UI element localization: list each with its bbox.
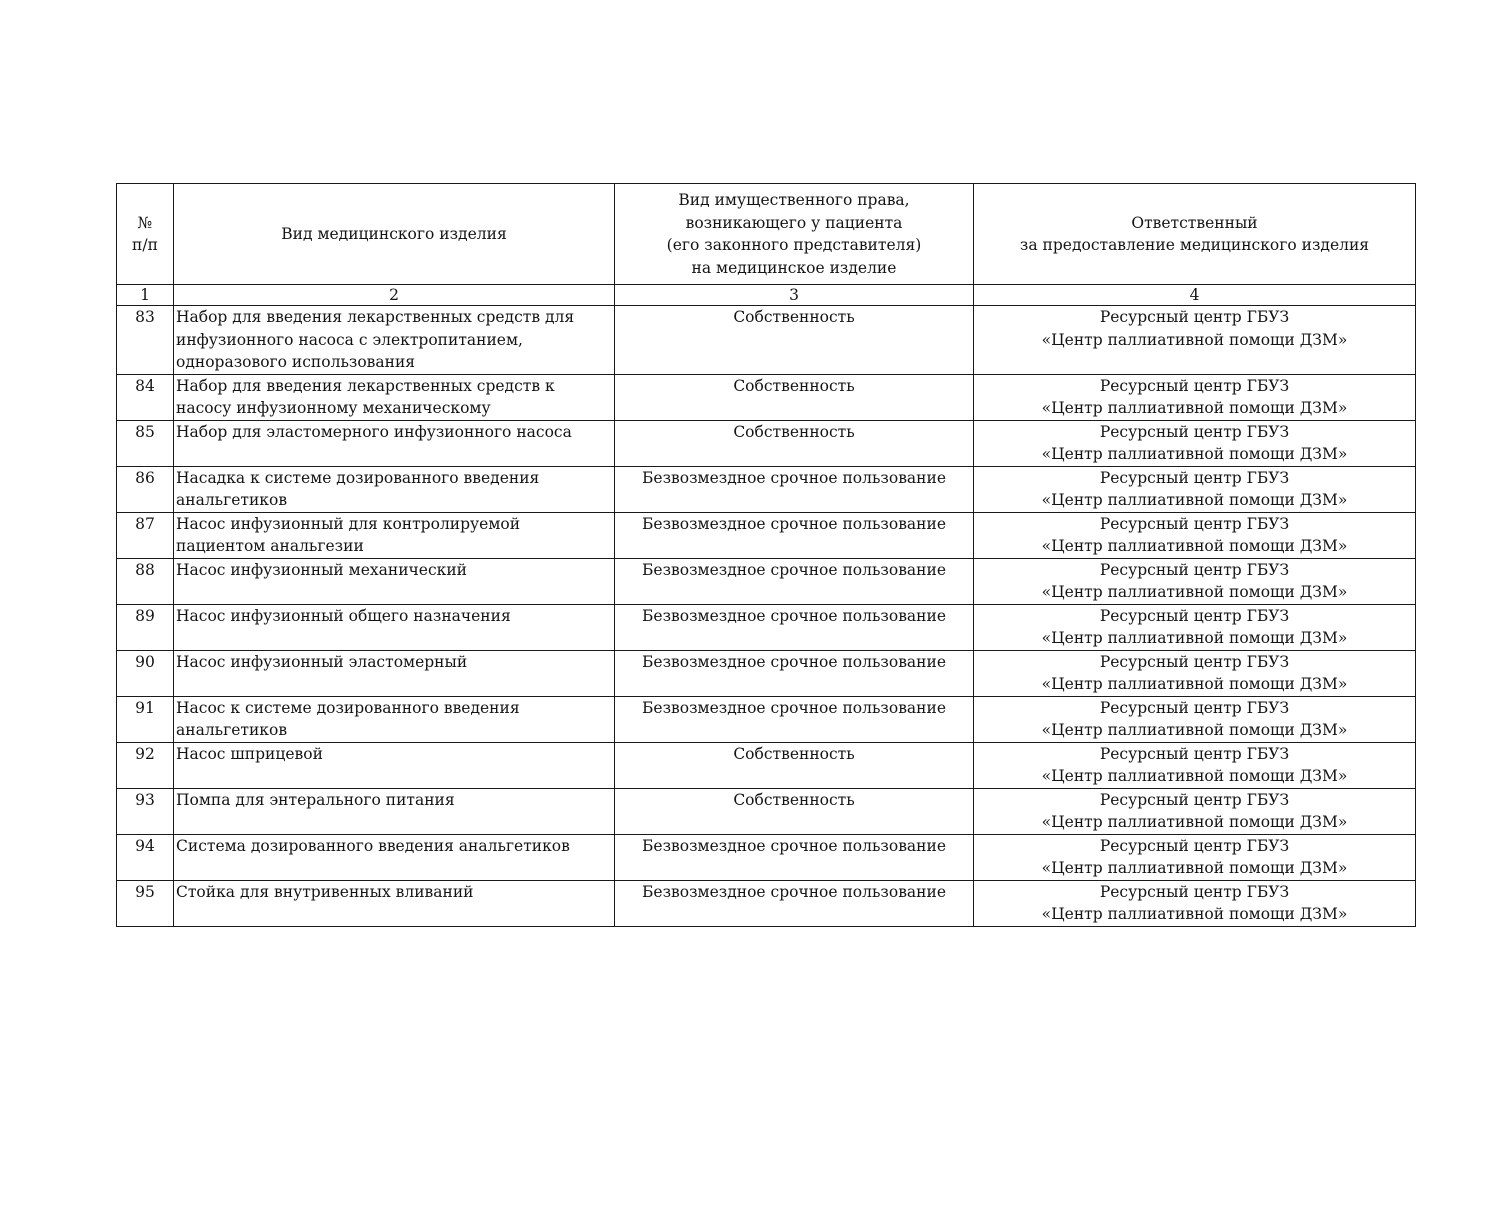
responsible-line: «Центр паллиативной помощи ДЗМ» [1041, 905, 1348, 923]
responsible-line: «Центр паллиативной помощи ДЗМ» [1041, 721, 1348, 739]
responsible-line: Ресурсный центр ГБУЗ [1099, 560, 1290, 579]
row-number: 95 [117, 880, 174, 926]
row-number: 87 [117, 512, 174, 558]
responsible-line: «Центр паллиативной помощи ДЗМ» [1041, 537, 1348, 555]
device-name: Насос шприцевой [174, 742, 615, 788]
responsible-line: «Центр паллиативной помощи ДЗМ» [1041, 399, 1348, 417]
responsible-party [974, 834, 1416, 880]
row-number: 83 [117, 306, 174, 375]
column-number: 1 [117, 285, 174, 306]
responsible-line: «Центр паллиативной помощи ДЗМ» [1041, 859, 1348, 877]
table-row [117, 466, 1416, 512]
responsible-party [974, 880, 1416, 926]
responsible-line: Ресурсный центр ГБУЗ [1099, 514, 1290, 533]
property-right: Безвозмездное срочное пользование [615, 512, 974, 558]
header-device-type: Вид медицинского изделия [174, 184, 615, 285]
table-row [117, 512, 1416, 558]
property-right: Собственность [615, 788, 974, 834]
responsible-line: Ресурсный центр ГБУЗ [1099, 790, 1290, 809]
row-number: 92 [117, 742, 174, 788]
device-name: Насос инфузионный общего назначения [174, 604, 615, 650]
property-right: Безвозмездное срочное пользование [615, 466, 974, 512]
table-row [117, 558, 1416, 604]
row-number: 94 [117, 834, 174, 880]
row-number: 93 [117, 788, 174, 834]
table-row [117, 742, 1416, 788]
device-name: Система дозированного введения анальгетиков [174, 834, 615, 880]
device-name: Насос инфузионный механический [174, 558, 615, 604]
header-number: № п/п [117, 184, 174, 285]
table-row [117, 788, 1416, 834]
table-row [117, 834, 1416, 880]
column-number: 3 [615, 285, 974, 306]
property-right: Собственность [615, 306, 974, 375]
row-number: 88 [117, 558, 174, 604]
table-row [117, 696, 1416, 742]
responsible-line: Ресурсный центр ГБУЗ [1099, 422, 1290, 441]
row-number: 86 [117, 466, 174, 512]
device-name: Стойка для внутривенных вливаний [174, 880, 615, 926]
row-number: 90 [117, 650, 174, 696]
property-right: Безвозмездное срочное пользование [615, 558, 974, 604]
responsible-line: «Центр паллиативной помощи ДЗМ» [1041, 675, 1348, 693]
responsible-line: Ресурсный центр ГБУЗ [1099, 468, 1290, 487]
responsible-party [974, 374, 1416, 420]
property-right: Безвозмездное срочное пользование [615, 834, 974, 880]
property-right: Безвозмездное срочное пользование [615, 880, 974, 926]
device-name: Набор для эластомерного инфузионного насоса [174, 420, 615, 466]
property-right: Собственность [615, 420, 974, 466]
device-name: Помпа для энтерального питания [174, 788, 615, 834]
responsible-party [974, 696, 1416, 742]
responsible-party [974, 558, 1416, 604]
responsible-party [974, 512, 1416, 558]
row-number: 89 [117, 604, 174, 650]
responsible-line: «Центр паллиативной помощи ДЗМ» [1041, 629, 1348, 647]
row-number: 84 [117, 374, 174, 420]
responsible-party [974, 604, 1416, 650]
responsible-party [974, 650, 1416, 696]
responsible-line: «Центр паллиативной помощи ДЗМ» [1041, 767, 1348, 785]
responsible-party [974, 788, 1416, 834]
responsible-line: Ресурсный центр ГБУЗ [1099, 652, 1290, 671]
responsible-line: «Центр паллиативной помощи ДЗМ» [1041, 491, 1348, 509]
device-name: Набор для введения лекарственных средств к насосу инфузионному механическому [174, 374, 615, 420]
property-right: Собственность [615, 374, 974, 420]
responsible-line: Ресурсный центр ГБУЗ [1099, 836, 1290, 855]
column-number: 4 [974, 285, 1416, 306]
responsible-line: Ресурсный центр ГБУЗ [1099, 744, 1290, 763]
device-name: Набор для введения лекарственных средств для инфузионного насоса с электропитанием, одноразового использования [174, 306, 615, 375]
device-name: Насос инфузионный для контролируемой пациентом анальгезии [174, 512, 615, 558]
row-number: 85 [117, 420, 174, 466]
responsible-line: «Центр паллиативной помощи ДЗМ» [1041, 813, 1348, 831]
header-property-right: Вид имущественного права, возникающего у пациента (его законного представителя) на медицинское изделие [615, 184, 974, 285]
table-row [117, 374, 1416, 420]
responsible-party [974, 466, 1416, 512]
medical-devices-table [116, 183, 1416, 927]
responsible-line: Ресурсный центр ГБУЗ [1099, 882, 1290, 901]
responsible-line: Ресурсный центр ГБУЗ [1099, 606, 1290, 625]
table-row [117, 420, 1416, 466]
table-row [117, 650, 1416, 696]
responsible-line: Ресурсный центр ГБУЗ [1099, 308, 1290, 326]
property-right: Безвозмездное срочное пользование [615, 696, 974, 742]
table-row [117, 604, 1416, 650]
property-right: Безвозмездное срочное пользование [615, 650, 974, 696]
responsible-party [974, 420, 1416, 466]
device-name: Насос инфузионный эластомерный [174, 650, 615, 696]
responsible-party [974, 742, 1416, 788]
responsible-line: Ресурсный центр ГБУЗ [1099, 698, 1290, 717]
table-header-row [117, 184, 1416, 285]
column-numbers-row [117, 285, 1416, 306]
responsible-line: Ресурсный центр ГБУЗ [1099, 376, 1290, 395]
property-right: Собственность [615, 742, 974, 788]
property-right: Безвозмездное срочное пользование [615, 604, 974, 650]
column-number: 2 [174, 285, 615, 306]
responsible-party [974, 306, 1416, 375]
row-number: 91 [117, 696, 174, 742]
header-responsible: Ответственный за предоставление медицинского изделия [974, 184, 1416, 285]
table-row [117, 880, 1416, 926]
device-name: Насос к системе дозированного введения анальгетиков [174, 696, 615, 742]
device-name: Насадка к системе дозированного введения анальгетиков [174, 466, 615, 512]
responsible-line: «Центр паллиативной помощи ДЗМ» [1041, 583, 1348, 601]
table-row [117, 306, 1416, 375]
responsible-line: «Центр паллиативной помощи ДЗМ» [1041, 445, 1348, 463]
responsible-line: «Центр паллиативной помощи ДЗМ» [1041, 330, 1348, 349]
